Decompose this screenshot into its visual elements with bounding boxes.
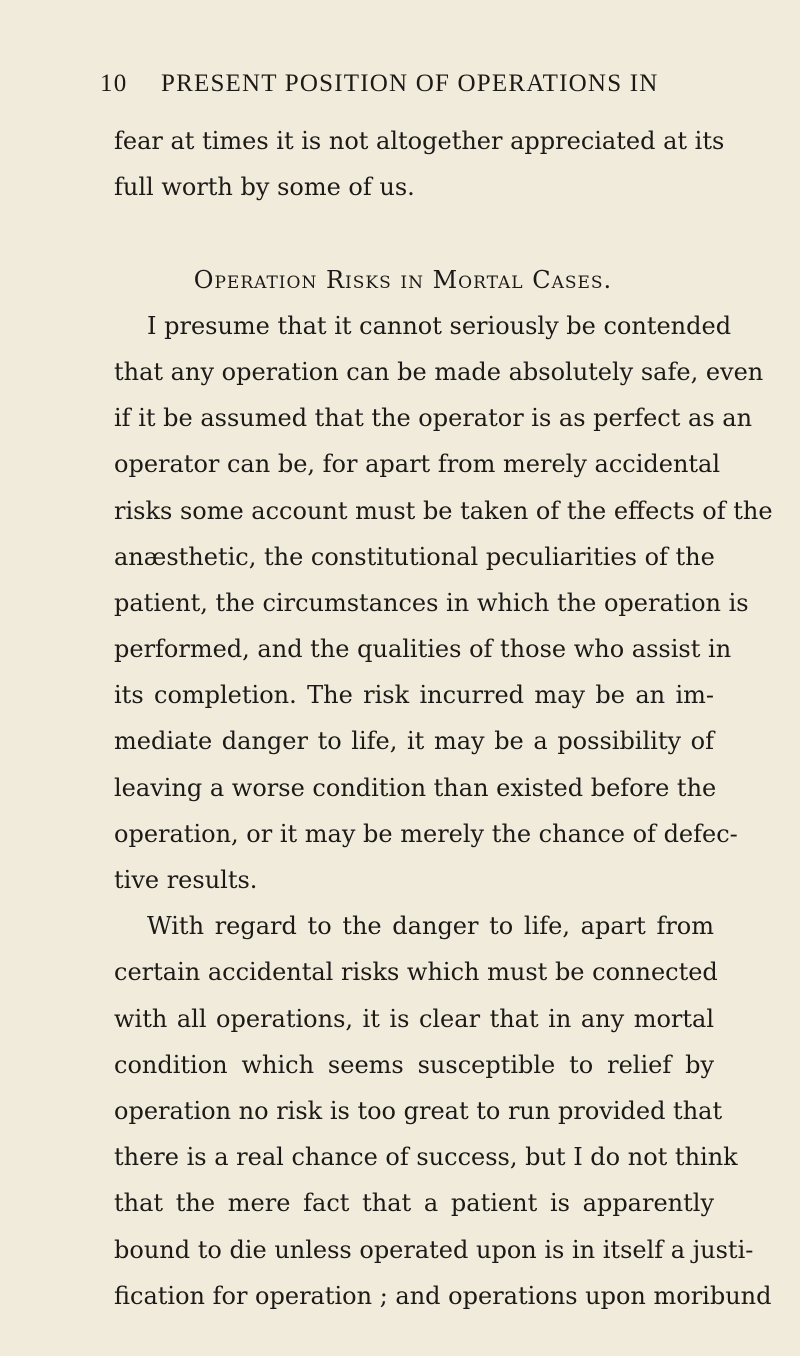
text-line: mediate danger to life, it may be a possibility of: [114, 727, 714, 756]
text-line: With regard to the danger to life, apart from: [147, 912, 714, 941]
text-line: full worth by some of us.: [114, 173, 415, 202]
body-text: [114, 118, 773, 1319]
text-line: tive results.: [114, 866, 258, 894]
text-line: fication for operation ; and operations upon moribund: [114, 1281, 772, 1310]
text-line: there is a real chance of success, but I do not think: [114, 1143, 738, 1172]
text-line: that any operation can be made absolutely safe, even: [114, 357, 764, 386]
text-line: with all operations, it is clear that in any mortal: [114, 1004, 714, 1033]
running-head: [100, 70, 659, 110]
text-line: operator can be, for apart from merely accidental: [114, 450, 721, 479]
text-line: patient, the circumstances in which the operation is: [114, 588, 749, 617]
text-line: performed, and the qualities of those who assist in: [114, 635, 732, 664]
section-spacer: [114, 210, 714, 256]
text-line: anæsthetic, the constitutional peculiarities of the: [114, 542, 715, 571]
text-line: I presume that it cannot seriously be contended: [147, 311, 732, 340]
section-heading: Operation Risks in Mortal Cases.: [193, 265, 613, 294]
text-line: operation no risk is too great to run provided that: [114, 1096, 723, 1125]
text-line: bound to die unless operated upon is in itself a justi-: [114, 1235, 754, 1264]
text-line: certain accidental risks which must be connected: [114, 958, 718, 987]
text-line: operation, or it may be merely the chance of defec-: [114, 819, 738, 848]
text-line: fear at times it is not altogether appreciated at its: [114, 127, 725, 155]
text-line: leaving a worse condition than existed before the: [114, 773, 717, 802]
text-line: its completion. The risk incurred may be an im-: [114, 681, 714, 710]
text-line: if it be assumed that the operator is as perfect as an: [114, 404, 753, 433]
page-number: 10: [100, 70, 128, 97]
text-line: that the mere fact that a patient is apparently: [114, 1189, 714, 1218]
text-line: condition which seems susceptible to relief by: [114, 1050, 714, 1079]
running-title: PRESENT POSITION OF OPERATIONS IN: [161, 70, 659, 97]
text-line: risks some account must be taken of the effects of the: [114, 496, 773, 525]
